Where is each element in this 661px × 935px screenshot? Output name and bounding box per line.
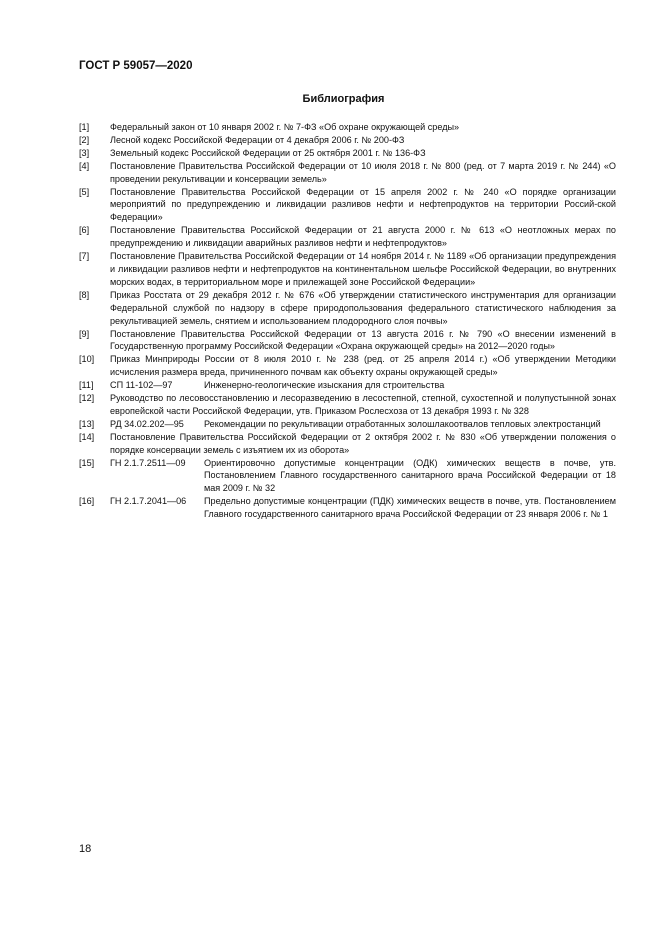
entry-number: [6] (79, 225, 90, 236)
bibliography-entry (79, 328, 616, 354)
entry-text: Постановление Правительства Российской Федерации от 2 октября 2002 г. № 830 «Об утверждении положения о порядке консервации земель с изъятием их из оборота» (110, 431, 616, 455)
entry-document-code: ГН 2.1.7.2041—06 (110, 496, 187, 507)
entry-document-code: ГН 2.1.7.2511—09 (110, 457, 186, 468)
bibliography-list (79, 121, 616, 521)
entry-text: Федеральный закон от 10 января 2002 г. № 7-ФЗ «Об охране окружающей среды» (110, 122, 460, 132)
page-number: 18 (79, 843, 92, 855)
bibliography-entry (79, 224, 616, 250)
bibliography-entry (79, 353, 616, 379)
entry-text: Ориентировочно допустимые концентрации (ОДК) химических веществ в почве, утв. Постановлением Главного государственного санитарного врача Российской Федерации от 18 мая 2009 г. № 32 (204, 457, 616, 494)
entry-number: [14] (79, 431, 95, 442)
entry-text: Земельный кодекс Российской Федерации от 25 октября 2001 г. № 136-ФЗ (110, 147, 426, 158)
bibliography-entry (79, 392, 616, 418)
entry-number: [11] (79, 380, 94, 391)
entry-number: [15] (79, 457, 95, 468)
entry-number: [1] (79, 122, 90, 132)
entry-text: Инженерно-геологические изыскания для строительства (204, 380, 445, 391)
entry-document-code: РД 34.02.202—95 (110, 418, 184, 429)
entry-text: Постановление Правительства Российской Федерации от 21 августа 2000 г. № 613 «О неотложных мерах по предупреждению и ликвидации аварийных разливов нефти и нефтепродуктов» (110, 225, 616, 249)
standard-designation: ГОСТ Р 59057—2020 (79, 60, 193, 72)
entry-number: [9] (79, 328, 90, 339)
entry-document-code: СП 11-102—97 (110, 380, 173, 391)
page-title (0, 93, 661, 105)
bibliography-entry (79, 431, 616, 457)
entry-text: Постановление Правительства Российской Федерации от 13 августа 2016 г. № 790 «О внесении изменений в Государственную программу Российской Федерации «Охрана окружающей среды» на 2012—2020 годы» (110, 328, 616, 352)
bibliography-entry (79, 457, 616, 496)
bibliography-entry (79, 186, 616, 225)
bibliography-entry (79, 379, 616, 392)
bibliography-entry (79, 418, 616, 431)
entry-number: [7] (79, 251, 90, 262)
entry-number: [3] (79, 147, 90, 158)
bibliography-entry (79, 147, 616, 160)
bibliography-entry (79, 160, 616, 186)
entry-text: Рекомендации по рекультивации отработанных золошлакоотвалов тепловых электростанций (204, 418, 601, 429)
entry-number: [16] (79, 496, 95, 507)
entry-number: [4] (79, 160, 90, 171)
bibliography-entry (79, 134, 616, 147)
bibliography-entry (79, 495, 616, 521)
entry-text: Постановление Правительства Российской Федерации от 15 апреля 2002 г. № 240 «О порядке организации мероприятий по предупреждению и ликвидации разливов нефти и нефтепродуктов на территории Россий-ской Федерации» (110, 186, 616, 223)
bibliography-heading: Библиография (302, 93, 385, 105)
bibliography-entry (79, 289, 616, 328)
entry-number: [5] (79, 186, 90, 197)
entry-text: Лесной кодекс Российской Федерации от 4 декабря 2006 г. № 200-ФЗ (110, 134, 405, 145)
entry-number: [13] (79, 418, 95, 429)
bibliography-entry (79, 250, 616, 289)
bibliography-entry (79, 121, 616, 134)
entry-text: Предельно допустимые концентрации (ПДК) химических веществ в почве, утв. Постановлением Главного государственного санитарного врача Российской Федерации от 23 января 2006 г. № 1 (204, 496, 616, 520)
entry-text: Приказ Минприроды России от 8 июля 2010 г. № 238 (ред. от 25 апреля 2014 г.) «Об утверждении Методики исчисления размера вреда, причиненного почвам как объекту охраны окружающей среды» (110, 354, 616, 378)
entry-text: Руководство по лесовосстановлению и лесоразведению в лесостепной, степной, сухостепной и полупустынной зонах европейской части Российской Федерации, утв. Приказом Рослесхоза от 13 декабря 1993 г. № 328 (110, 393, 616, 416)
entry-text: Постановление Правительства Российской Федерации от 14 ноября 2014 г. № 1189 «Об организации предупреждения и ликвидации разливов нефти и нефтепродуктов на континентальном шельфе Российской Федерации, во внутренних морских водах, в территориальном море и прилежащей зоне Российской Федерации» (110, 251, 616, 287)
entry-text: Постановление Правительства Российской Федерации от 10 июля 2018 г. № 800 (ред. от 7 марта 2019 г. № 244) «О проведении рекультивации и консервации земель» (110, 160, 616, 184)
entry-number: [2] (79, 134, 90, 145)
entry-number: [8] (79, 289, 90, 300)
entry-text: Приказ Росстата от 29 декабря 2012 г. № 676 «Об утверждении статистического инструментария для организации Федеральной службой по надзору в сфере природопользования федерального статистического наблюдения за рекультивацией земель, снятием и использованием плодородного слоя почвы» (110, 289, 616, 326)
entry-number: [10] (79, 354, 95, 365)
entry-number: [12] (79, 393, 95, 404)
